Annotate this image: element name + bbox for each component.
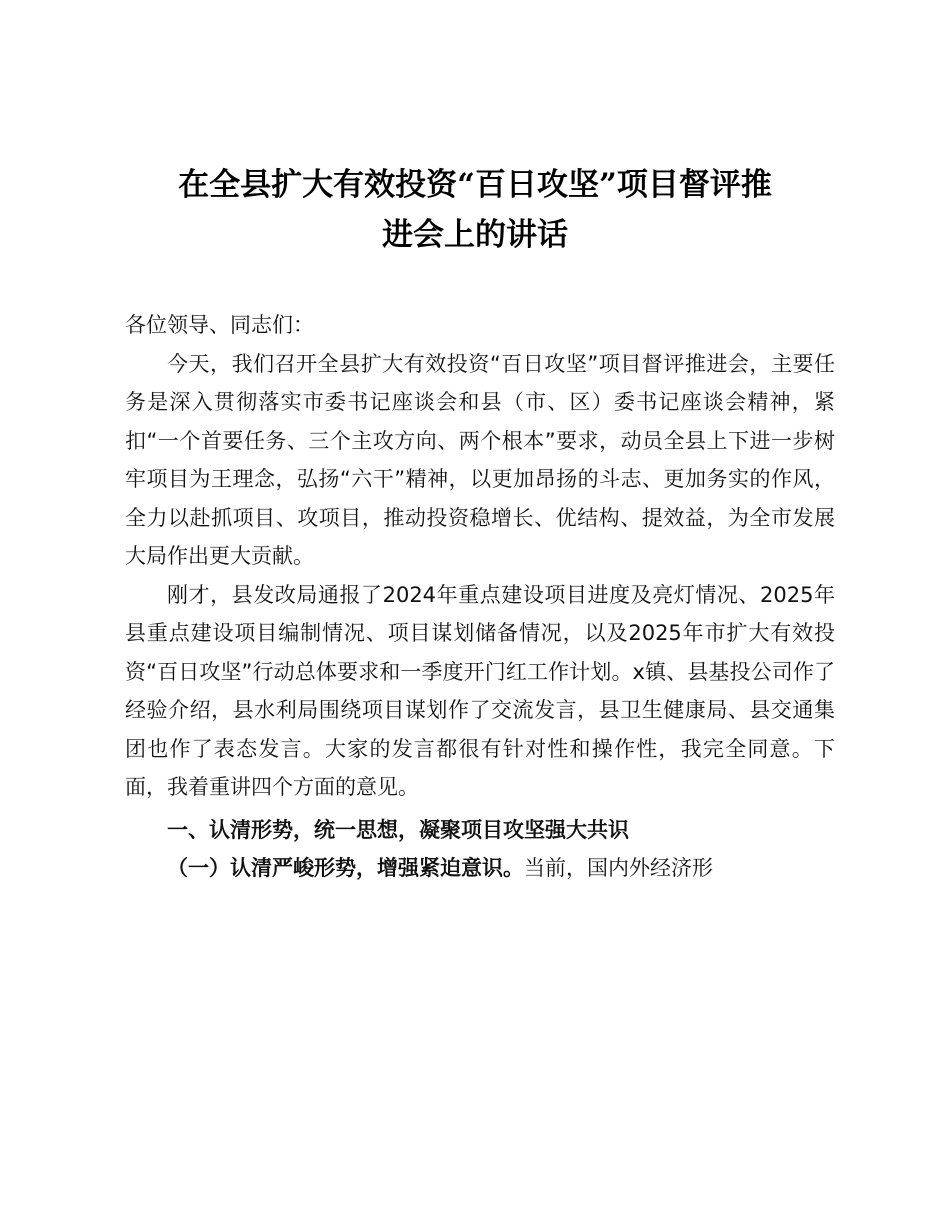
document-body	[125, 306, 835, 888]
section-heading-1: 一、认清形势，统一思想，凝聚项目攻坚强大共识	[167, 817, 629, 842]
subsection-heading: （一）认清严峻形势，增强紧迫意识。	[167, 856, 524, 880]
title-line-2: 进会上的讲话	[382, 217, 568, 253]
salutation: 各位领导、同志们：	[125, 313, 314, 337]
paragraph-reports: 刚才，县发改局通报了2024年重点建设项目进度及亮灯情况、2025年县重点建设项目编制情况、项目谋划储备情况，以及2025年市扩大有效投资“百日攻坚”行动总体要求和一季度开门红工作计划。x镇、县基投公司作了经验介绍，县水利局围绕项目谋划作了交流发言，县卫生健康局、县交通集团也作了表态发言。大家的发言都很有针对性和操作性，我完全同意。下面，我着重讲四个方面的意见。	[125, 582, 835, 799]
subsection-paragraph	[125, 849, 835, 888]
paragraph-opening: 今天，我们召开全县扩大有效投资“百日攻坚”项目督评推进会，主要任务是深入贯彻落实市委书记座谈会和县（市、区）委书记座谈会精神，紧扣“一个首要任务、三个主攻方向、两个根本”要求，动员全县上下进一步树牢项目为王理念，弘扬“六干”精神，以更加昂扬的斗志、更加务实的作风，全力以赴抓项目、攻项目，推动投资稳增长、优结构、提效益，为全市发展大局作出更大贡献。	[125, 351, 835, 568]
title-line-1: 在全县扩大有效投资“百日攻坚”项目督评推	[178, 167, 772, 203]
document-title	[120, 160, 830, 260]
subsection-text: 当前，国内外经济形	[524, 856, 713, 880]
